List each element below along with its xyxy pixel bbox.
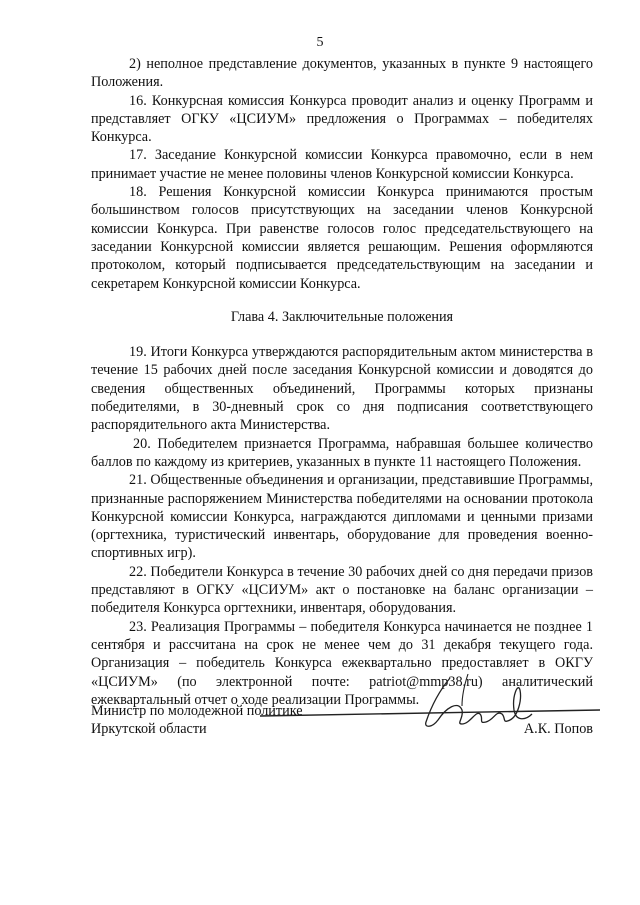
signatory-position-line2: Иркутской области bbox=[91, 721, 207, 738]
paragraph-16: 16. Конкурсная комиссия Конкурса проводит анализ и оценку Программ и представляет ОГКУ «ЦСИУМ» предложения о Программах – победителях Конкурса. bbox=[91, 92, 593, 146]
paragraph-21: 21. Общественные объединения и организации, представившие Программы, признанные распоряжением Министерства победителями на основании протокола Конкурсной комиссии Конкурса, награждаются дипломами и ценными призами (оргтехника, туристический инвентарь, оборудование для проведения военно-спортивных игр). bbox=[91, 472, 593, 562]
paragraph-18: 18. Решения Конкурсной комиссии Конкурса принимаются простым большинством голосов присутствующих на заседании членов Конкурсной комиссии Конкурса. При равенстве голосов голос председательствующего на заседании Конкурсной комиссии является решающим. Решения оформляются протоколом, который подписывается председательствующим на заседании и секретарем Конкурсной комиссии Конкурса. bbox=[91, 184, 593, 292]
signatory-position-line1: Министр по молодежной политике bbox=[91, 703, 303, 719]
signatory-position bbox=[91, 702, 303, 739]
signatory-name: А.К. Попов bbox=[523, 721, 593, 737]
page-number: 5 bbox=[316, 35, 324, 50]
chapter-heading: Глава 4. Заключительные положения bbox=[230, 308, 454, 325]
paragraph-23: 23. Реализация Программы – победителя Конкурса начинается не позднее 1 сентября и рассчитана на срок не менее чем до 31 декабря текущего года. Организация – победитель Конкурса ежеквартально предоставляет в ОКГУ «ЦСИУМ» (по электронной почте: patriot@mmp38.ru) аналитический ежеквартальный отчет о ходе реализации Программы. bbox=[91, 618, 593, 708]
paragraph-22: 22. Победители Конкурса в течение 30 рабочих дней со дня передачи призов представляют в ОГКУ «ЦСИУМ» акт о постановке на баланс организации – победителя Конкурса оргтехники, инвентаря, оборудования. bbox=[91, 563, 593, 617]
document-body bbox=[91, 55, 593, 709]
paragraph-20: 20. Победителем признается Программа, набравшая большее количество баллов по каждому из критериев, указанных в пункте 11 настоящего Положения. bbox=[91, 435, 593, 470]
paragraph-17: 17. Заседание Конкурсной комиссии Конкурса правомочно, если в нем принимает участие не менее половины членов Конкурсной комиссии Конкурса. bbox=[91, 147, 593, 182]
paragraph-19: 19. Итоги Конкурса утверждаются распорядительным актом министерства в течение 15 рабочих дней после заседания Конкурсной комиссии и доводятся до сведения общественных объединений, Программы которых признаны победителями, в 30-дневный срок со дня подписания соответствующего распорядительного акта Министерства. bbox=[91, 344, 593, 434]
paragraph-item-2: 2) неполное представление документов, указанных в пункте 9 настоящего Положения. bbox=[91, 56, 593, 91]
